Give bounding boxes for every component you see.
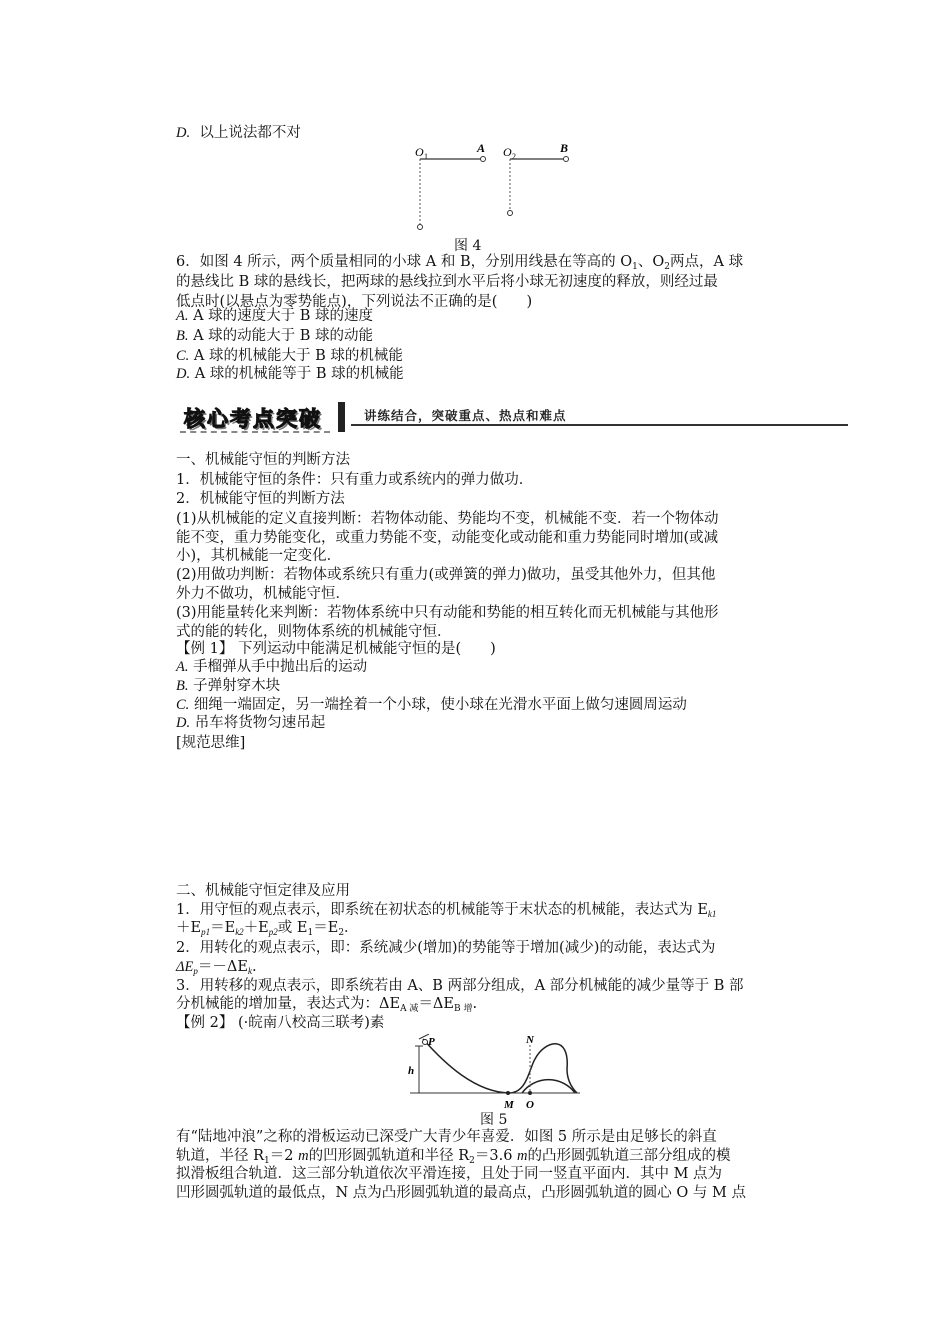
q6-option-d: D. A 球的机械能等于 B 球的机械能: [176, 366, 404, 382]
ball-a: [481, 157, 486, 162]
banner-subtitle: 讲练结合，突破重点、热点和难点: [364, 408, 567, 423]
para-line-1: 有“陆地冲浪”之称的滑板运动已深受广大青少年喜爱．如图 5 所示是由足够长的斜直: [176, 1129, 717, 1145]
q6-option-c: C. A 球的机械能大于 B 球的机械能: [176, 348, 403, 364]
label-o2: O: [503, 145, 512, 159]
sec1-p4-line1: (2)用做功判断：若物体或系统只有重力(或弹簧的弹力)做功，虽受其他外力，但其他: [176, 567, 716, 583]
figure-5-caption: 图 5: [480, 1112, 508, 1128]
ball-b-bottom: [508, 211, 513, 216]
figure-4-caption: 图 4: [454, 238, 482, 254]
q6-line-2: 的悬线比 B 球的悬线长，把两球的悬线拉到水平后将小球无初速度的释放，则经过最: [176, 274, 718, 290]
banner-divider-bar: [338, 402, 345, 432]
sec2-line-3: 2．用转化的观点表示，即：系统减少(增加)的势能等于增加(减少)的动能，表达式为: [176, 940, 716, 956]
banner-dashed-line: [180, 431, 330, 433]
label-m: M: [504, 1099, 514, 1111]
sec1-p3-line2: 能不变，重力势能变化，或重力势能不变，动能变化或动能和重力势能同时增加(或减: [176, 530, 719, 546]
sec2-line-4: $\Delta E_p=-\Delta E_k$.: [176, 959, 257, 976]
para-line-4: 凹形圆弧轨道的最低点，N 点为凸形圆弧轨道的最高点，凸形圆弧轨道的圆心 O 与 M 点: [176, 1185, 746, 1201]
point-m: [506, 1091, 510, 1095]
ex1-option-b: B. 子弹射穿木块: [176, 678, 281, 694]
para-line-2: 轨道，半径 $R_1=2$ m的凹形圆弧轨道和半径 $R_2=3.6$ m的凸形圆弧轨道三部分组成的模: [176, 1148, 731, 1166]
point-o: [528, 1091, 532, 1095]
label-o1: O: [415, 145, 424, 159]
label-o: O: [526, 1099, 534, 1111]
ex1-option-a: A. 手榴弹从手中抛出后的运动: [176, 659, 368, 675]
ex2-heading: 【例 2】 (·皖南八校高三联考)素: [176, 1015, 385, 1031]
sec2-line-5: 3．用转移的观点表示，即系统若由 A、B 两部分组成，A 部分机械能的减少量等于 B 部: [176, 978, 744, 994]
q6-option-a: A. A 球的速度大于 B 球的速度: [176, 308, 374, 324]
figure-4-diagram: [400, 140, 590, 240]
ex1-option-c: C. 细绳一端固定，另一端拴着一个小球，使小球在光滑水平面上做匀速圆周运动: [176, 697, 687, 713]
sec2-heading: 二、机械能守恒定律及应用: [176, 883, 350, 899]
ex1-note: [规范思维]: [176, 735, 246, 751]
track-curve: [423, 1039, 577, 1093]
label-p: P: [428, 1036, 435, 1048]
sec1-p2: 2．机械能守恒的判断方法: [176, 491, 345, 507]
q6-line-3: 低点时(以悬点为零势能点)，下列说法不正确的是( ): [176, 294, 533, 310]
sec1-p1: 1．机械能守恒的条件：只有重力或系统内的弹力做功．: [176, 472, 534, 488]
label-a: A: [477, 141, 486, 155]
sec1-p5-line1: (3)用能量转化来判断：若物体系统中只有动能和势能的相互转化而无机械能与其他形: [176, 605, 719, 621]
label-b: B: [560, 141, 569, 155]
sec2-line-2: $+E_{p1}=E_{k2}+E_{p2}$或 $E_1=E_2$．: [176, 920, 359, 938]
para-line-3: 拟滑板组合轨道．这三部分轨道依次平滑连接，且处于同一竖直平面内．其中 M 点为: [176, 1166, 723, 1182]
q5-option-d: D. 以上说法都不对: [176, 125, 301, 141]
sec1-heading: 一、机械能守恒的判断方法: [176, 452, 350, 468]
sec2-line-6: 分机械能的增加量，表达式为：$\Delta E_{A 减}=\Delta E_{B 增}$.: [176, 996, 478, 1014]
label-h: h: [408, 1065, 415, 1077]
label-n: N: [526, 1034, 534, 1046]
banner-underline: [351, 424, 848, 426]
ex1-option-d: D. 吊车将货物匀速吊起: [176, 715, 326, 731]
label-o2-sub: 2: [512, 152, 516, 161]
ball-a-bottom: [418, 225, 423, 230]
sec1-p3-line1: (1)从机械能的定义直接判断：若物体动能、势能均不变，机械能不变．若一个物体动: [176, 511, 719, 527]
sec1-p5-line2: 式的能的转化，则物体系统的机械能守恒．: [176, 624, 452, 640]
figure-5-diagram: [405, 1034, 585, 1112]
label-o1-sub: 1: [424, 152, 428, 161]
ex1-question: 【例 1】 下列运动中能满足机械能守恒的是( ): [176, 641, 496, 657]
sec2-line-1: 1．用守恒的观点表示，即系统在初状态的机械能等于末状态的机械能，表达式为 $E_{k1}$: [176, 902, 717, 919]
ball-b: [564, 157, 569, 162]
sec1-p3-line3: 小)，其机械能一定变化．: [176, 548, 342, 564]
sec1-p4-line2: 外力不做功，机械能守恒．: [176, 586, 350, 602]
point-p: [423, 1040, 428, 1045]
section-banner: [176, 400, 848, 434]
banner-title: 核心考点突破: [184, 407, 322, 431]
q6-option-b: B. A 球的动能大于 B 球的动能: [176, 328, 374, 344]
q6-line-1: 6．如图 4 所示，两个质量相同的小球 A 和 B，分别用线悬在等高的 $O_1$、$O_2$两点，A 球: [176, 254, 744, 272]
